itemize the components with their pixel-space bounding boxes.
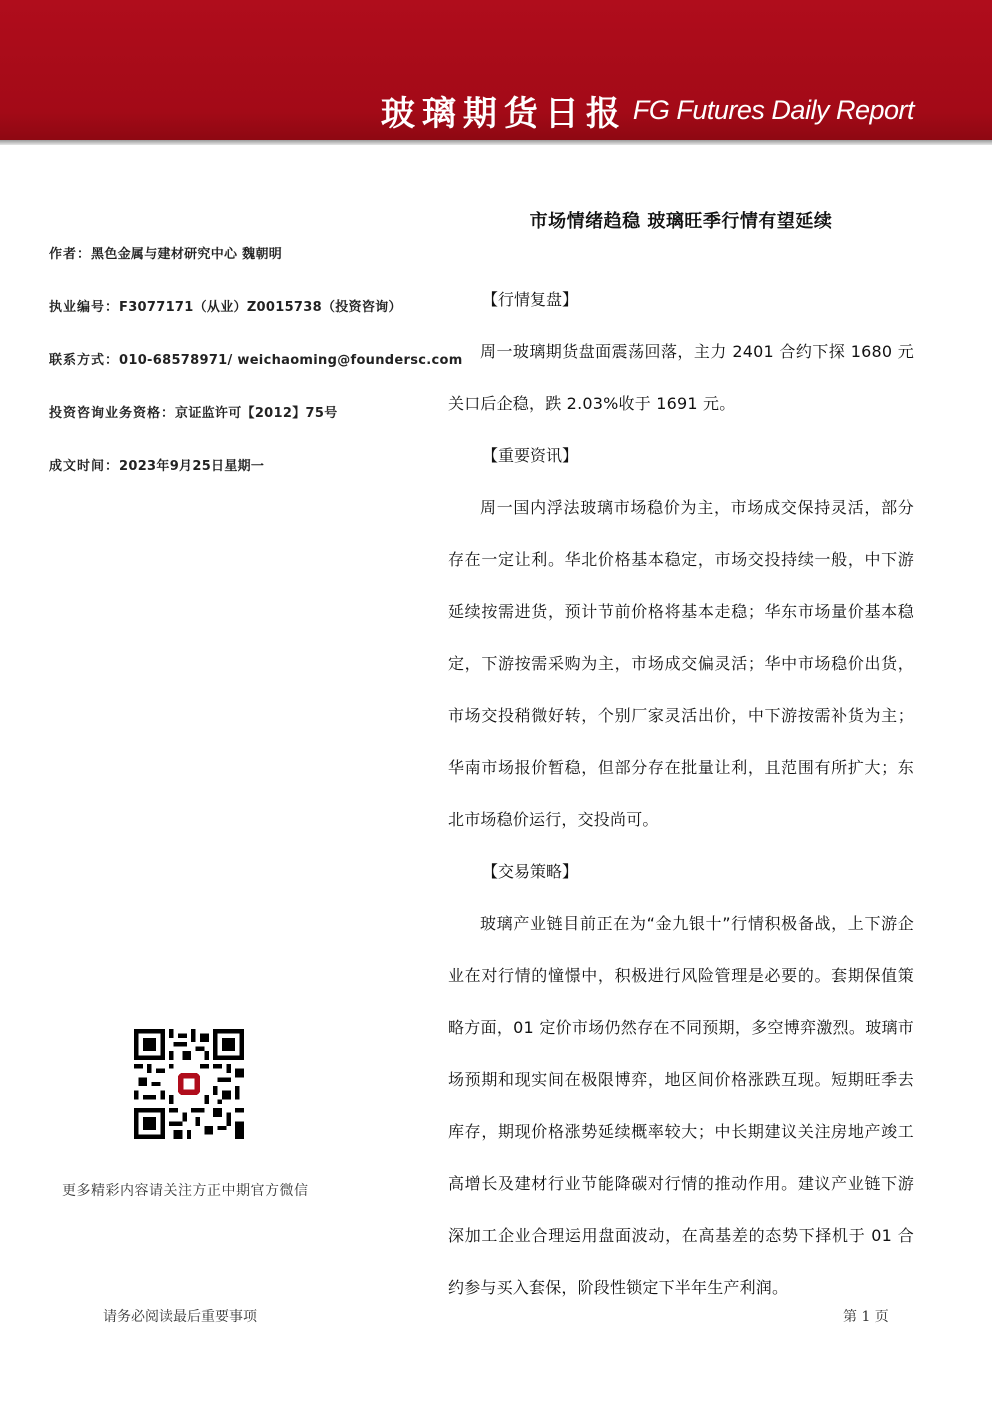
banner-divider	[0, 140, 992, 145]
section-text-news: 周一国内浮法玻璃市场稳价为主，市场成交保持灵活，部分存在一定让利。华北价格基本稳定，市场交投持续一般，中下游延续按需进货，预计节前价格将基本走稳；华东市场量价基本稳定，下游按需采购为主，市场成交偏灵活；华中市场稳价出货，市场交投稍微好转，个别厂家灵活出价，中下游按需补货为主；华南市场报价暂稳，但部分存在批量让利，且范围有所扩大；东北市场稳价运行，交投尚可。	[448, 498, 914, 829]
page-number: 第 1 页	[843, 1309, 889, 1325]
footer-notice: 请务必阅读最后重要事项	[103, 1309, 257, 1325]
section-heading-strategy: 【交易策略】	[482, 862, 579, 881]
article-body	[448, 274, 914, 1314]
meta-label: 投资咨询业务资格：	[49, 406, 176, 421]
report-title-cn: 玻璃期货日报	[380, 94, 627, 134]
meta-value: 2023年9月25日星期一	[119, 459, 265, 474]
meta-value: 黑色金属与建材研究中心 魏朝明	[91, 247, 283, 262]
meta-author	[49, 242, 463, 268]
qr-caption: 更多精彩内容请关注方正中期官方微信	[62, 1183, 309, 1199]
section-text-strategy: 玻璃产业链目前正在为“金九银十”行情积极备战，上下游企业在对行情的憧憬中，积极进行风险管理是必要的。套期保值策略方面，01 定价市场仍然存在不同预期，多空博弈激烈。玻璃市场预期和现实间在极限博弈，地区间价格涨跌互现。短期旺季去库存，期现价格涨势延续概率较大；中长期建议关注房地产竣工高增长及建材行业节能降碳对行情的推动作用。建议产业链下游深加工企业合理运用盘面波动，在高基差的态势下择机于 01 合约参与买入套保，阶段性锁定下半年生产利润。	[448, 914, 914, 1297]
meta-label: 成文时间：	[49, 459, 120, 474]
author-meta	[49, 242, 463, 507]
wechat-qr-code	[134, 1029, 244, 1139]
meta-label: 执业编号：	[49, 300, 120, 315]
meta-contact	[49, 348, 463, 374]
report-title	[381, 86, 914, 135]
section-heading-news: 【重要资讯】	[482, 446, 579, 465]
section-text-review: 周一玻璃期货盘面震荡回落，主力 2401 合约下探 1680 元关口后企稳，跌 2.03%收于 1691 元。	[448, 342, 914, 413]
report-title-en: FG Futures Daily Report	[632, 95, 914, 125]
meta-value: F3077171（从业）Z0015738（投资咨询）	[119, 300, 402, 315]
meta-license	[49, 295, 463, 321]
meta-label: 作者：	[49, 247, 92, 262]
section-heading-review: 【行情复盘】	[482, 290, 579, 309]
meta-value: 京证监许可【2012】75号	[175, 406, 338, 421]
meta-value: 010-68578971/ weichaoming@foundersc.com	[119, 353, 463, 368]
meta-date	[49, 454, 463, 480]
article-title: 市场情绪趋稳 玻璃旺季行情有望延续	[529, 211, 833, 232]
meta-label: 联系方式：	[49, 353, 120, 368]
header-banner	[0, 0, 992, 140]
meta-qualification	[49, 401, 463, 427]
